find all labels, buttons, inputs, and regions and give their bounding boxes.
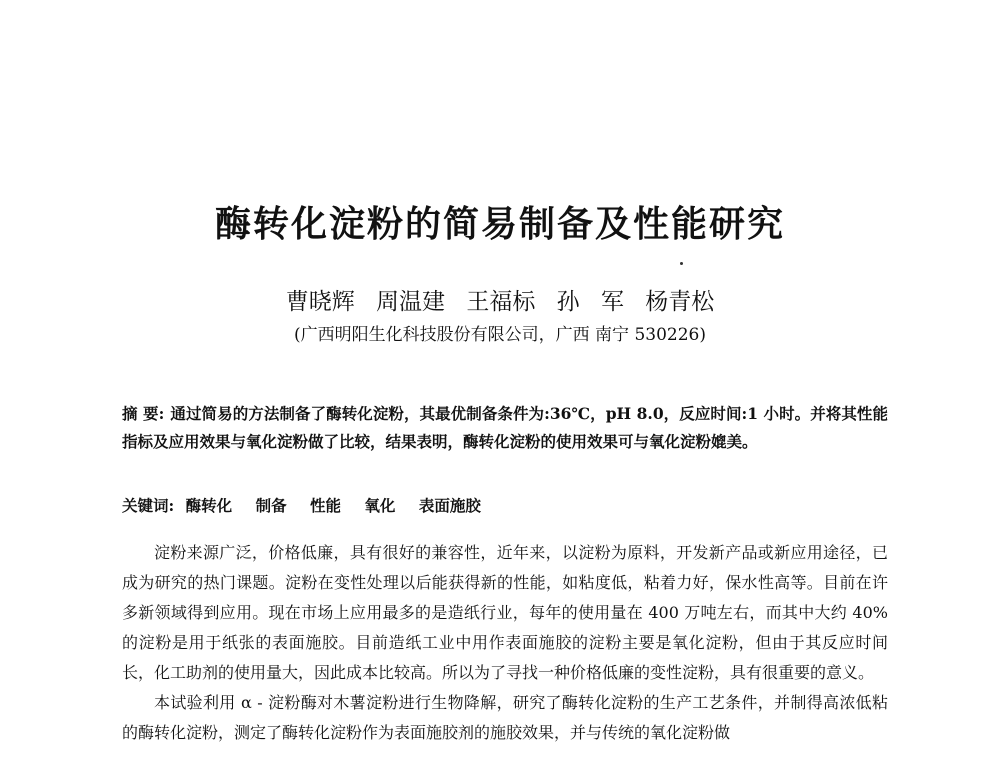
abstract [122, 400, 888, 456]
keyword: 酶转化 [185, 496, 233, 515]
abstract-text: 通过简易的方法制备了酶转化淀粉，其最优制备条件为:36℃，pH 8.0，反应时间:1 小时。并将其性能指标及应用效果与氧化淀粉做了比较，结果表明，酶转化淀粉的使用效果可与氧化淀粉媲美。 [122, 404, 888, 451]
affiliation: (广西明阳生化科技股份有限公司，广西 南宁 530226) [294, 325, 706, 345]
keyword: 表面施胶 [418, 496, 481, 515]
stray-dot [680, 262, 683, 265]
body-text [122, 538, 888, 748]
keywords-label: 关键词: [122, 496, 175, 515]
keyword: 氧化 [364, 496, 396, 515]
keyword: 制备 [255, 496, 287, 515]
abstract-label: 摘 要: [122, 404, 165, 423]
keywords [122, 492, 888, 520]
keyword: 性能 [309, 496, 341, 515]
author-list: 曹晓辉 周温建 王福标 孙 军 杨青松 [285, 289, 715, 315]
body-paragraph: 本试验利用 α - 淀粉酶对木薯淀粉进行生物降解，研究了酶转化淀粉的生产工艺条件，并制得高浓低粘的酶转化淀粉，测定了酶转化淀粉作为表面施胶剂的施胶效果，并与传统的氧化淀粉做 [122, 693, 888, 742]
body-paragraph: 淀粉来源广泛，价格低廉，具有很好的兼容性，近年来，以淀粉为原料，开发新产品或新应用途径，已成为研究的热门课题。淀粉在变性处理以后能获得新的性能，如粘度低，粘着力好，保水性高等。目前在许多新领域得到应用。现在市场上应用最多的是造纸行业，每年的使用量在 400 万吨左右，而其中大约 40% 的淀粉是用于纸张的表面施胶。目前造纸工业中用作表面施胶的淀粉主要是氧化淀粉，但由于其反应时间长，化工助剂的使用量大，因此成本比较高。所以为了寻找一种价格低廉的变性淀粉，具有很重要的意义。 [122, 543, 888, 682]
paper-title: 酶转化淀粉的简易制备及性能研究 [214, 203, 785, 245]
